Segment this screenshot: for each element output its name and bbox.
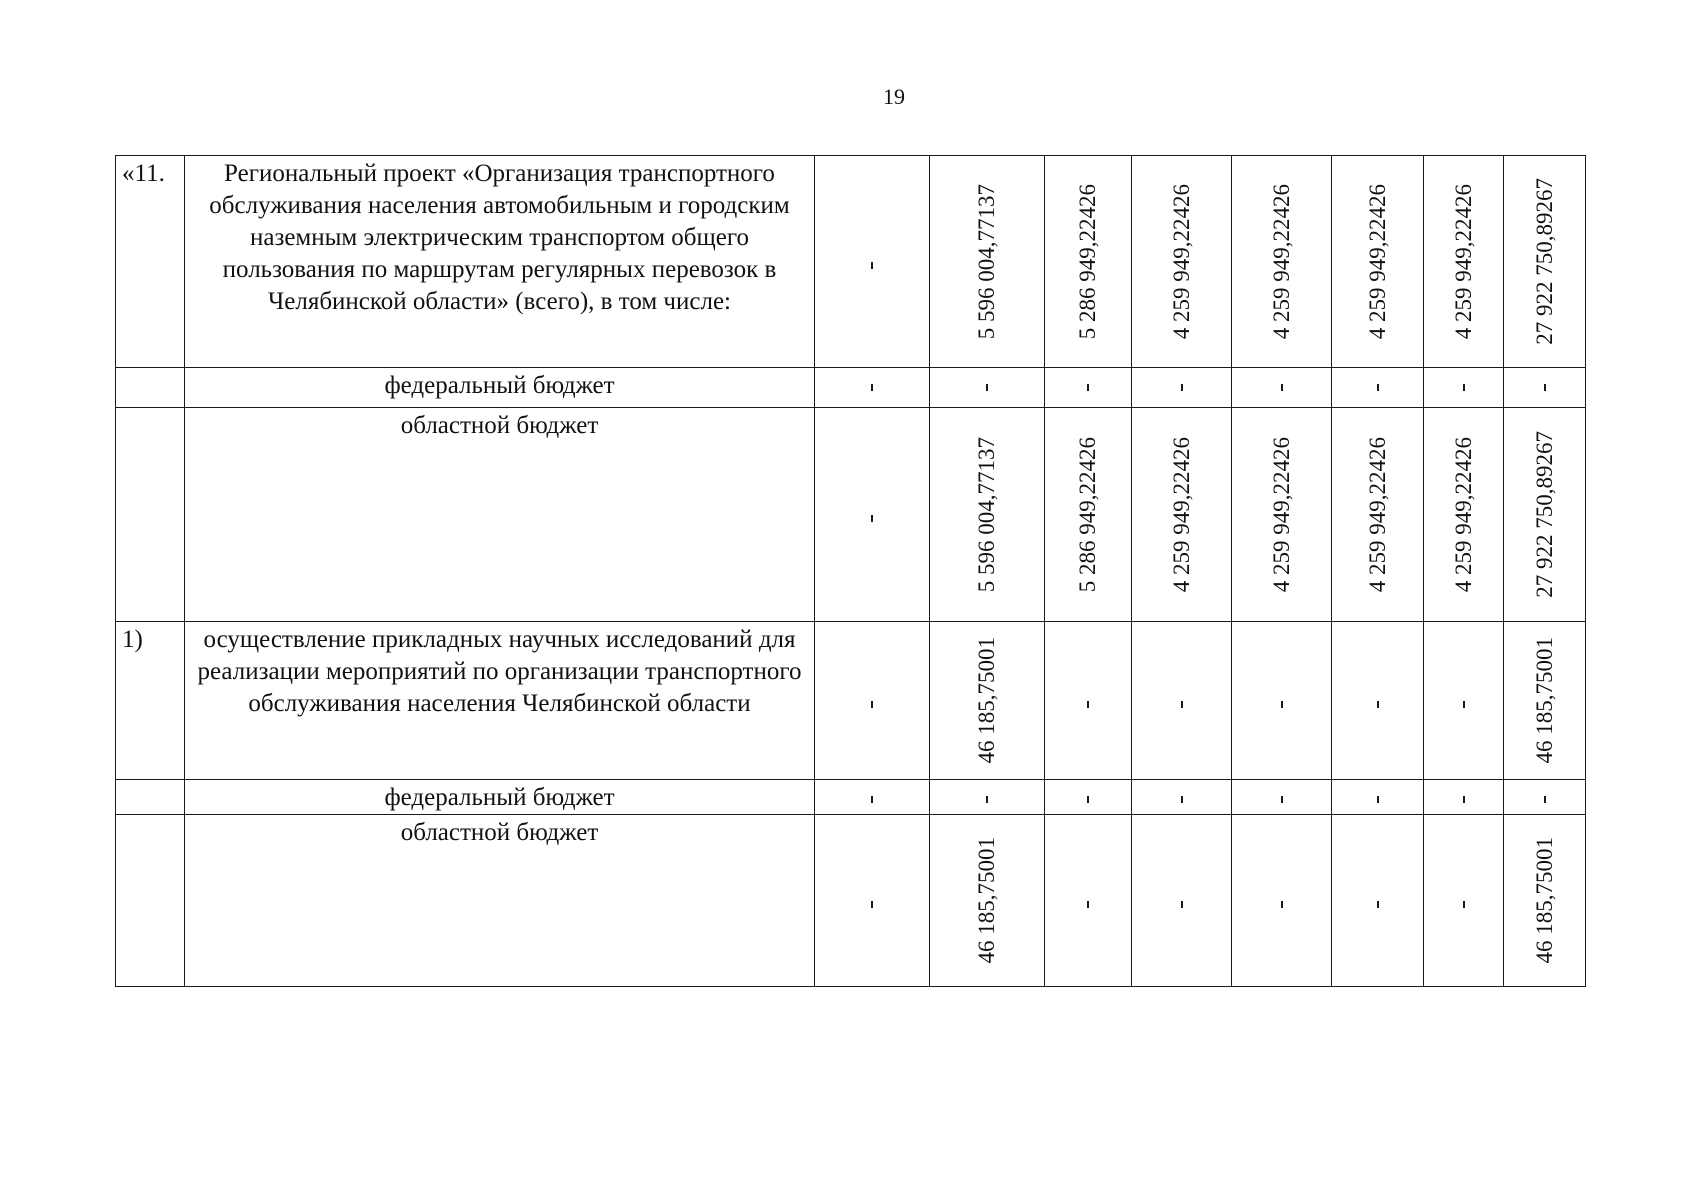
value-cell-col1 bbox=[815, 368, 930, 408]
value-cell-empty bbox=[1232, 780, 1332, 815]
value-cell-empty bbox=[1424, 780, 1504, 815]
dash-mark bbox=[871, 901, 873, 908]
dash-mark bbox=[1544, 384, 1546, 391]
amount-value: 4 259 949,22426 bbox=[1168, 183, 1194, 340]
dash-mark bbox=[1181, 901, 1183, 908]
dash-mark bbox=[871, 384, 873, 391]
value-cell-empty bbox=[1332, 368, 1424, 408]
amount-value: 4 259 949,22426 bbox=[1364, 436, 1390, 593]
value-cell-empty bbox=[1045, 815, 1132, 987]
row-description: Региональный проект «Организация транспортного обслуживания населения автомобильным и городским наземным электрическим транспортом общего пользования по маршрутам регулярных перевозок в Челябинской области» (всего), в том числе: bbox=[185, 156, 815, 368]
amount-value: 5 596 004,77137 bbox=[974, 436, 999, 593]
value-cell-empty bbox=[1424, 815, 1504, 987]
value-cell bbox=[930, 622, 1045, 780]
value-cell bbox=[1332, 156, 1424, 368]
dash-mark bbox=[871, 701, 873, 708]
value-cell bbox=[1332, 408, 1424, 622]
value-cell bbox=[1232, 156, 1332, 368]
value-cell-empty bbox=[1232, 622, 1332, 780]
amount-value: 5 286 949,22426 bbox=[1075, 183, 1100, 340]
dash-mark bbox=[1087, 901, 1089, 908]
amount-value: 4 259 949,22426 bbox=[1168, 436, 1194, 593]
table-row bbox=[116, 408, 1586, 622]
value-cell-empty bbox=[1504, 780, 1586, 815]
dash-mark bbox=[1377, 384, 1379, 391]
value-cell bbox=[1132, 156, 1232, 368]
amount-value: 4 259 949,22426 bbox=[1364, 183, 1390, 340]
row-number-cell bbox=[116, 408, 185, 622]
row-description: областной бюджет bbox=[185, 408, 815, 622]
dash-mark bbox=[1377, 796, 1379, 803]
row-number-cell bbox=[116, 368, 185, 408]
value-cell bbox=[1132, 408, 1232, 622]
value-cell-empty bbox=[1332, 815, 1424, 987]
value-cell-empty bbox=[1424, 368, 1504, 408]
table-row bbox=[116, 156, 1586, 368]
dash-mark bbox=[1281, 384, 1283, 391]
value-cell bbox=[1504, 622, 1586, 780]
amount-value: 4 259 949,22426 bbox=[1268, 183, 1294, 340]
dash-mark bbox=[871, 515, 873, 522]
row-number-cell bbox=[116, 815, 185, 987]
dash-mark bbox=[1087, 796, 1089, 803]
dash-mark bbox=[1281, 701, 1283, 708]
dash-mark bbox=[1377, 901, 1379, 908]
value-cell-empty bbox=[930, 780, 1045, 815]
amount-value: 4 259 949,22426 bbox=[1450, 436, 1476, 593]
amount-value: 5 596 004,77137 bbox=[974, 183, 999, 340]
dash-mark bbox=[1087, 384, 1089, 391]
dash-mark bbox=[1181, 701, 1183, 708]
table-row bbox=[116, 622, 1586, 780]
row-number-cell bbox=[116, 156, 185, 368]
value-cell-empty bbox=[1232, 815, 1332, 987]
value-cell bbox=[1504, 156, 1586, 368]
row-description: федеральный бюджет bbox=[185, 368, 815, 408]
amount-value: 4 259 949,22426 bbox=[1268, 436, 1294, 593]
dash-mark bbox=[1463, 901, 1465, 908]
dash-mark bbox=[1463, 701, 1465, 708]
value-cell-empty bbox=[1132, 780, 1232, 815]
value-cell-empty bbox=[1132, 815, 1232, 987]
row-description: федеральный бюджет bbox=[185, 780, 815, 815]
dash-mark bbox=[1181, 384, 1183, 391]
value-cell-empty bbox=[930, 368, 1045, 408]
dash-mark bbox=[1281, 796, 1283, 803]
amount-value: 46 185,75001 bbox=[974, 837, 999, 964]
value-cell-empty bbox=[1232, 368, 1332, 408]
value-cell bbox=[930, 156, 1045, 368]
value-cell-col1 bbox=[815, 815, 930, 987]
dash-mark bbox=[1463, 796, 1465, 803]
row-number-cell bbox=[116, 622, 185, 780]
amount-value: 46 185,75001 bbox=[974, 637, 999, 764]
value-cell bbox=[1504, 408, 1586, 622]
dash-mark bbox=[1544, 796, 1546, 803]
page-number: 19 bbox=[883, 84, 905, 109]
row-number: 1) bbox=[122, 626, 143, 653]
value-cell-col1 bbox=[815, 622, 930, 780]
dash-mark bbox=[871, 796, 873, 803]
financing-table bbox=[115, 155, 1586, 987]
value-cell bbox=[930, 408, 1045, 622]
value-cell bbox=[930, 815, 1045, 987]
value-cell-empty bbox=[1132, 622, 1232, 780]
value-cell-col1 bbox=[815, 780, 930, 815]
dash-mark bbox=[1377, 701, 1379, 708]
value-cell-empty bbox=[1332, 622, 1424, 780]
value-cell bbox=[1424, 408, 1504, 622]
dash-mark bbox=[1463, 384, 1465, 391]
value-cell-empty bbox=[1045, 780, 1132, 815]
row-number: «11. bbox=[122, 160, 165, 187]
value-cell-empty bbox=[1045, 622, 1132, 780]
value-cell-col1 bbox=[815, 408, 930, 622]
dash-mark bbox=[1281, 901, 1283, 908]
table-row bbox=[116, 815, 1586, 987]
dash-mark bbox=[1181, 796, 1183, 803]
value-cell bbox=[1045, 156, 1132, 368]
row-number-cell bbox=[116, 780, 185, 815]
table-row bbox=[116, 368, 1586, 408]
value-cell bbox=[1045, 408, 1132, 622]
value-cell bbox=[1424, 156, 1504, 368]
amount-value: 27 922 750,89267 bbox=[1531, 431, 1557, 598]
row-description: областной бюджет bbox=[185, 815, 815, 987]
dash-mark bbox=[986, 384, 988, 391]
dash-mark bbox=[986, 796, 988, 803]
value-cell-empty bbox=[1132, 368, 1232, 408]
table-row bbox=[116, 780, 1586, 815]
value-cell-empty bbox=[1504, 368, 1586, 408]
dash-mark bbox=[871, 262, 873, 269]
value-cell bbox=[1504, 815, 1586, 987]
amount-value: 46 185,75001 bbox=[1531, 637, 1557, 764]
amount-value: 5 286 949,22426 bbox=[1075, 436, 1100, 593]
value-cell-col1 bbox=[815, 156, 930, 368]
amount-value: 4 259 949,22426 bbox=[1450, 183, 1476, 340]
row-description: осуществление прикладных научных исследований для реализации мероприятий по организации транспортного обслуживания населения Челябинской области bbox=[185, 622, 815, 780]
amount-value: 46 185,75001 bbox=[1531, 837, 1557, 964]
value-cell-empty bbox=[1424, 622, 1504, 780]
amount-value: 27 922 750,89267 bbox=[1531, 178, 1557, 345]
dash-mark bbox=[1087, 701, 1089, 708]
value-cell-empty bbox=[1332, 780, 1424, 815]
value-cell-empty bbox=[1045, 368, 1132, 408]
value-cell bbox=[1232, 408, 1332, 622]
